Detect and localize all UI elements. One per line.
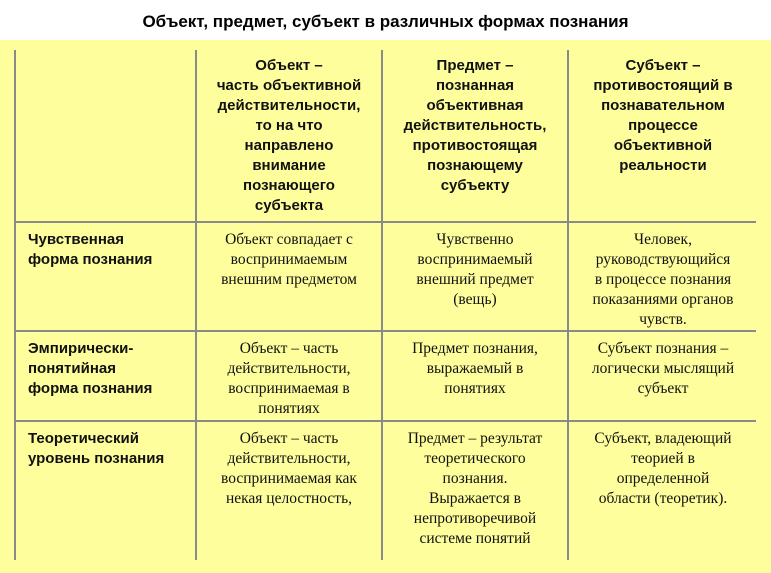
column-divider xyxy=(567,50,569,560)
slide-panel xyxy=(0,40,771,573)
row-divider xyxy=(14,221,756,223)
table-cell: Объект – часть действительности, воспринимаемая в понятиях xyxy=(227,340,351,417)
header-cell-object: Объект – часть объективной действительности, то на что направлено внимание познающего субъекта xyxy=(216,57,362,214)
table-cell: Чувственно воспринимаемый внешний предмет (вещь) xyxy=(416,231,534,308)
row-label-sensory: Чувственная форма познания xyxy=(28,231,153,268)
table-cell: Человек, руководствующийся в процессе познания показаниями органов чувств. xyxy=(592,231,734,328)
row-label-theoretical: Теоретический уровень познания xyxy=(28,430,165,467)
header-cell-subject: Субъект – противостоящий в познавательном процессе объективной реальности xyxy=(593,57,733,174)
table-cell: Предмет – результат теоретического познания. Выражается в непротиворечивой системе понятий xyxy=(407,430,543,547)
header-cell-empty xyxy=(18,50,193,220)
table-cell: Объект – часть действительности, воспринимаемая как некая целостность, xyxy=(221,430,357,507)
table-cell: Субъект, владеющий теорией в определенной области (теоретик). xyxy=(594,430,732,507)
table-cell: Субъект познания – логически мыслящий субъект xyxy=(591,340,735,397)
table-border-left xyxy=(14,50,16,560)
row-divider xyxy=(14,420,756,422)
row-label-empirical: Эмпирически- понятийная форма познания xyxy=(28,340,153,397)
header-cell-subject-matter: Предмет – познанная объективная действительность, противостоящая познающему субъекту xyxy=(403,57,547,194)
table-cell: Объект совпадает с воспринимаемым внешним предметом xyxy=(221,231,357,288)
table-cell: Предмет познания, выражаемый в понятиях xyxy=(412,340,538,397)
page-title: Объект, предмет, субъект в различных формах познания xyxy=(142,12,629,31)
column-divider xyxy=(381,50,383,560)
column-divider xyxy=(195,50,197,560)
row-divider xyxy=(14,330,756,332)
comparison-table xyxy=(14,50,756,560)
